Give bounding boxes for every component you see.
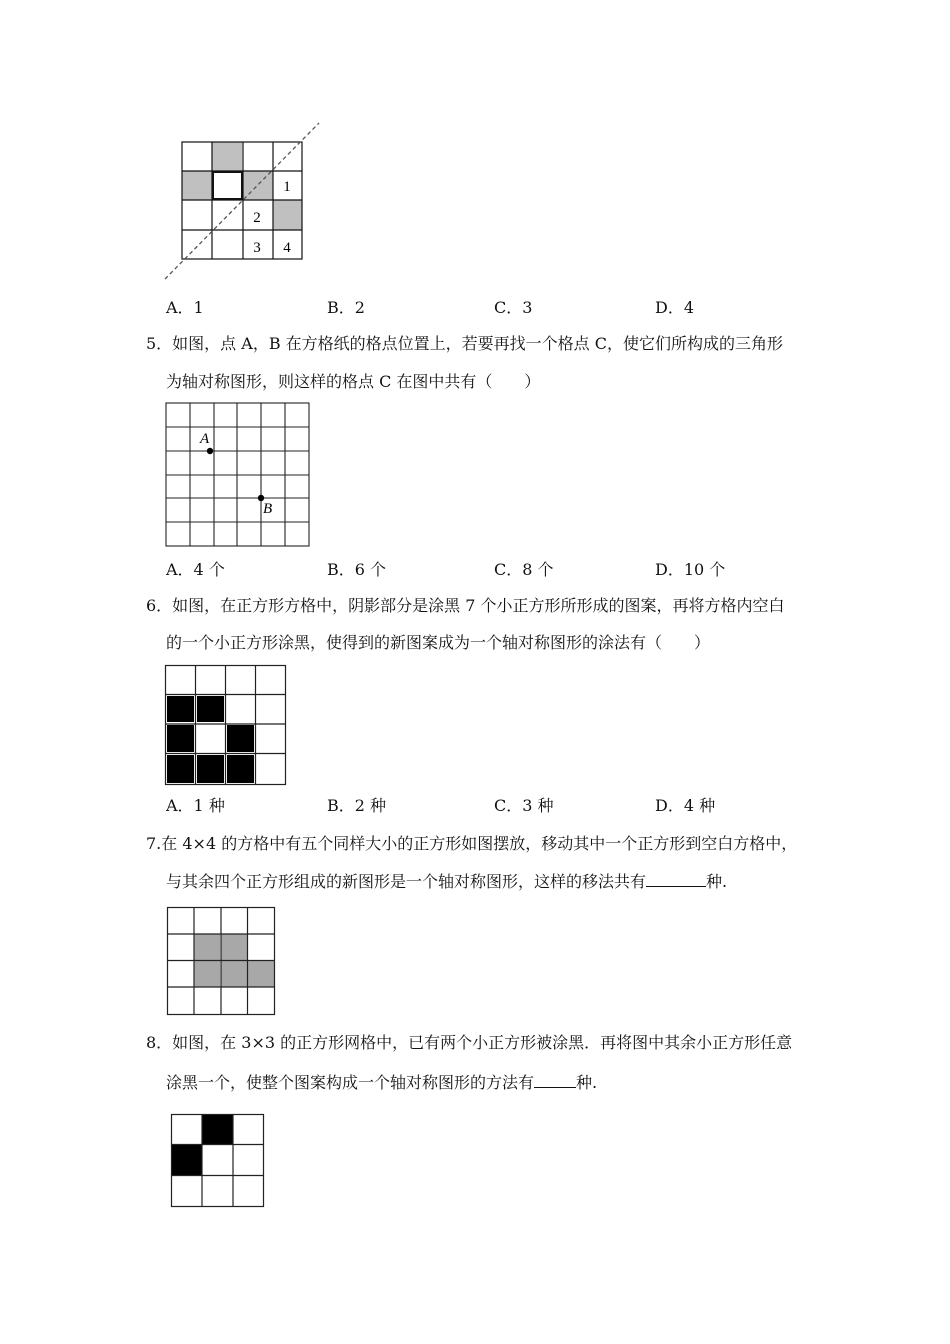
q8-text-after-blank: 种. <box>576 1073 598 1092</box>
q7-text-before-blank: 与其余四个正方形组成的新图形是一个轴对称图形，这样的移法共有 <box>166 872 647 891</box>
q6-option-b[interactable]: B．2 种 <box>327 796 387 815</box>
gray-square <box>221 960 247 987</box>
q5-option-a[interactable]: A．4 个 <box>166 560 225 579</box>
gray-square <box>194 960 220 987</box>
q7-text-line2 <box>166 870 727 892</box>
gray-square <box>221 934 247 960</box>
cell-label-4: 4 <box>283 240 291 256</box>
black-cell <box>202 1115 233 1145</box>
q4-option-a[interactable]: A．1 <box>166 298 204 317</box>
black-cell <box>172 1145 203 1176</box>
label-point-b: B <box>263 501 273 517</box>
q7-answer-blank[interactable] <box>646 870 706 887</box>
cell-label-3: 3 <box>253 240 261 256</box>
q6-text-line2: 的一个小正方形涂黑，使得到的新图案成为一个轴对称图形的涂法有（ ） <box>166 633 711 652</box>
q8-answer-blank[interactable] <box>534 1071 576 1088</box>
q8-grid-figure <box>170 1113 266 1209</box>
black-cell <box>197 696 224 722</box>
q5-option-d[interactable]: D．10 个 <box>655 560 726 579</box>
q5-option-b[interactable]: B．6 个 <box>327 560 387 579</box>
q4-option-d[interactable]: D．4 <box>655 298 695 317</box>
q5-text-line1: 5．如图，点 A，B 在方格纸的格点位置上，若要再找一个格点 C，使它们所构成的三角形 <box>146 334 783 353</box>
label-point-a: A <box>200 431 210 447</box>
black-cell <box>227 755 254 783</box>
q7-grid-figure <box>166 906 278 1018</box>
black-cell <box>227 725 254 752</box>
q5-option-c[interactable]: C．8 个 <box>494 560 554 579</box>
q4-option-c[interactable]: C．3 <box>494 298 533 317</box>
q7-text-line1: 7.在 4×4 的方格中有五个同样大小的正方形如图摆放，移动其中一个正方形到空白方格中， <box>146 834 798 853</box>
center-cell <box>213 172 242 199</box>
gray-square <box>194 934 220 960</box>
point-a <box>207 448 213 454</box>
black-cell <box>197 755 224 783</box>
q6-option-d[interactable]: D．4 种 <box>655 796 716 815</box>
black-cell <box>167 755 194 783</box>
q5-text-line2: 为轴对称图形，则这样的格点 C 在图中共有（ ） <box>166 372 541 391</box>
q8-text-before-blank: 涂黑一个，使整个图案构成一个轴对称图形的方法有 <box>166 1073 535 1092</box>
cell-label-2: 2 <box>253 210 261 226</box>
q4-option-b[interactable]: B．2 <box>327 298 365 317</box>
cell-label-1: 1 <box>283 179 291 195</box>
gray-square <box>248 960 274 987</box>
q5-grid-figure <box>164 402 312 550</box>
q4-figure <box>160 118 330 288</box>
shaded-cell <box>212 142 242 171</box>
q6-option-c[interactable]: C．3 种 <box>494 796 554 815</box>
q8-text-line1: 8．如图，在 3×3 的正方形网格中，已有两个小正方形被涂黑．再将图中其余小正方形任意 <box>146 1033 793 1052</box>
q7-text-after-blank: 种. <box>706 872 728 891</box>
shaded-cell <box>273 200 302 230</box>
black-cell <box>167 725 194 752</box>
shaded-cell <box>182 171 212 200</box>
black-cell <box>167 696 194 722</box>
q6-text-line1: 6．如图，在正方形方格中，阴影部分是涂黑 7 个小正方形所形成的图案，再将方格内空白 <box>146 596 785 615</box>
q6-grid-figure <box>164 664 289 788</box>
shaded-cell <box>243 171 273 200</box>
q8-text-line2 <box>166 1071 597 1093</box>
q6-option-a[interactable]: A．1 种 <box>166 796 225 815</box>
